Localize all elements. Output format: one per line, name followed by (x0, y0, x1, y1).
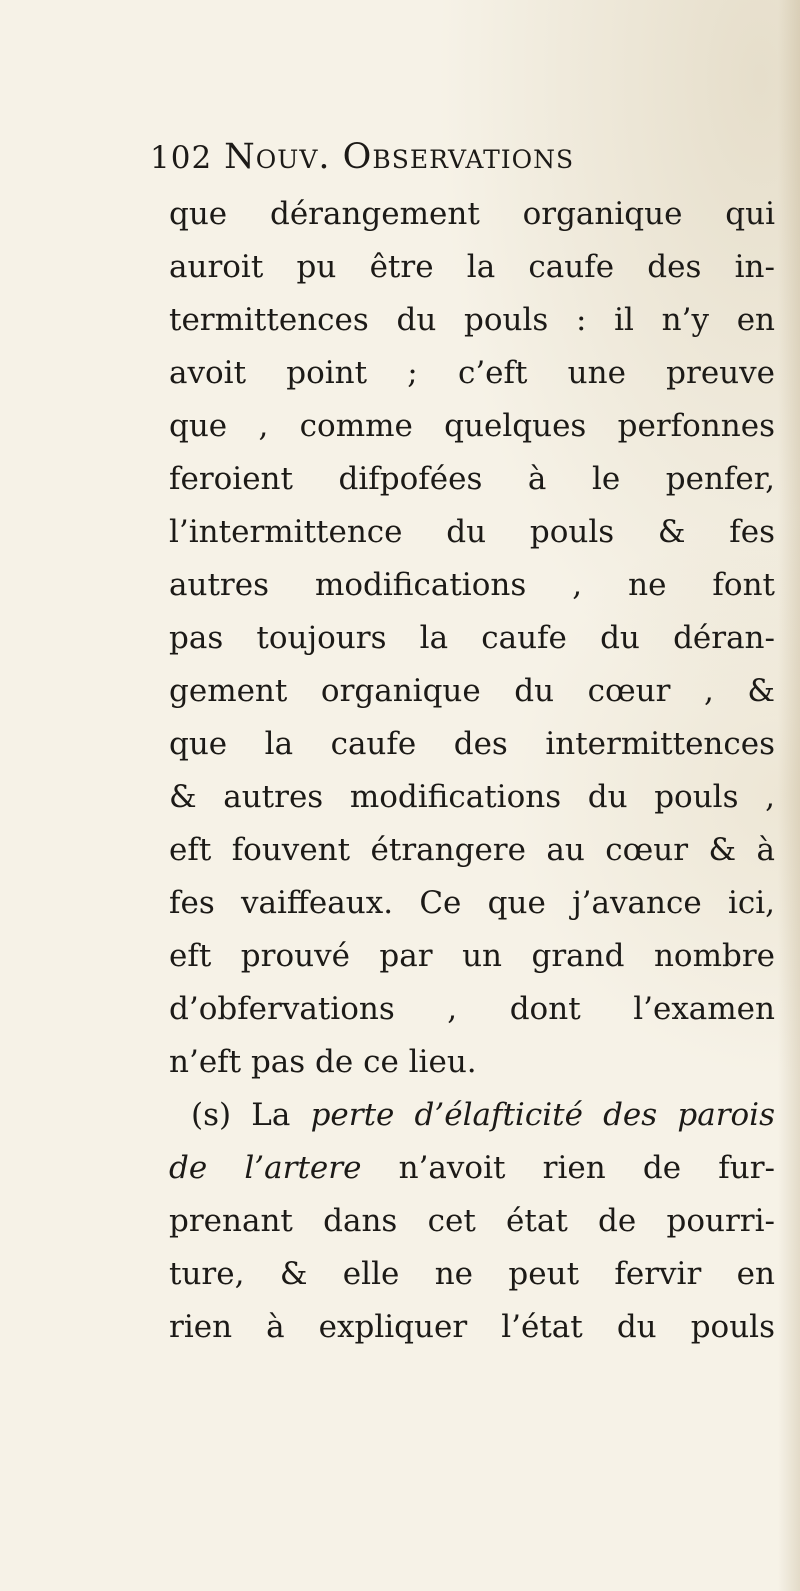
note-article: La (251, 1097, 291, 1133)
page-edge-shadow (778, 0, 800, 1591)
note-line: ture, & elle ne peut fervir en (169, 1256, 775, 1292)
note-marker: (s) (191, 1097, 232, 1133)
note-line: rien à expliquer l’état du pouls (169, 1309, 775, 1345)
text-line: termittences du pouls : il n’y en (169, 302, 775, 338)
text-line: gement organique du cœur , & (169, 673, 775, 709)
text-line: eft fouvent étrangere au cœur & à (169, 832, 775, 868)
text-line: que , comme quelques perfonnes (169, 408, 775, 444)
text-line: d’obfervations , dont l’examen (169, 991, 775, 1027)
text-line: n’eft pas de ce lieu. (169, 1044, 477, 1080)
note-italic-text: de l’artere (169, 1150, 362, 1186)
text-line: auroit pu être la caufe des in- (169, 249, 775, 285)
running-title: Nouv. Observations (224, 137, 575, 177)
text-line: que dérangement organique qui (169, 196, 775, 232)
page-header (150, 132, 710, 182)
text-line: eft prouvé par un grand nombre (169, 938, 775, 974)
text-line: autres modifications , ne font (169, 567, 775, 603)
text-line: & autres modifications du pouls , (169, 779, 775, 815)
note-line (169, 1089, 775, 1142)
text-line: pas toujours la caufe du déran- (169, 620, 775, 656)
text-line: avoit point ; c’eft une preuve (169, 355, 775, 391)
text-line: que la caufe des intermittences (169, 726, 775, 762)
text-line: l’intermittence du pouls & fes (169, 514, 775, 550)
text-line: feroient difpofées à le penfer, (169, 461, 775, 497)
note-italic-text: perte d’élafticité des parois (310, 1097, 775, 1133)
note-line: prenant dans cet état de pourri- (169, 1203, 775, 1239)
text-line: fes vaiffeaux. Ce que j’avance ici, (169, 885, 775, 921)
note-line (169, 1142, 775, 1195)
note-text: n’avoit rien de fur- (398, 1150, 775, 1186)
page-number: 102 (150, 140, 213, 176)
body-text (169, 188, 775, 1354)
